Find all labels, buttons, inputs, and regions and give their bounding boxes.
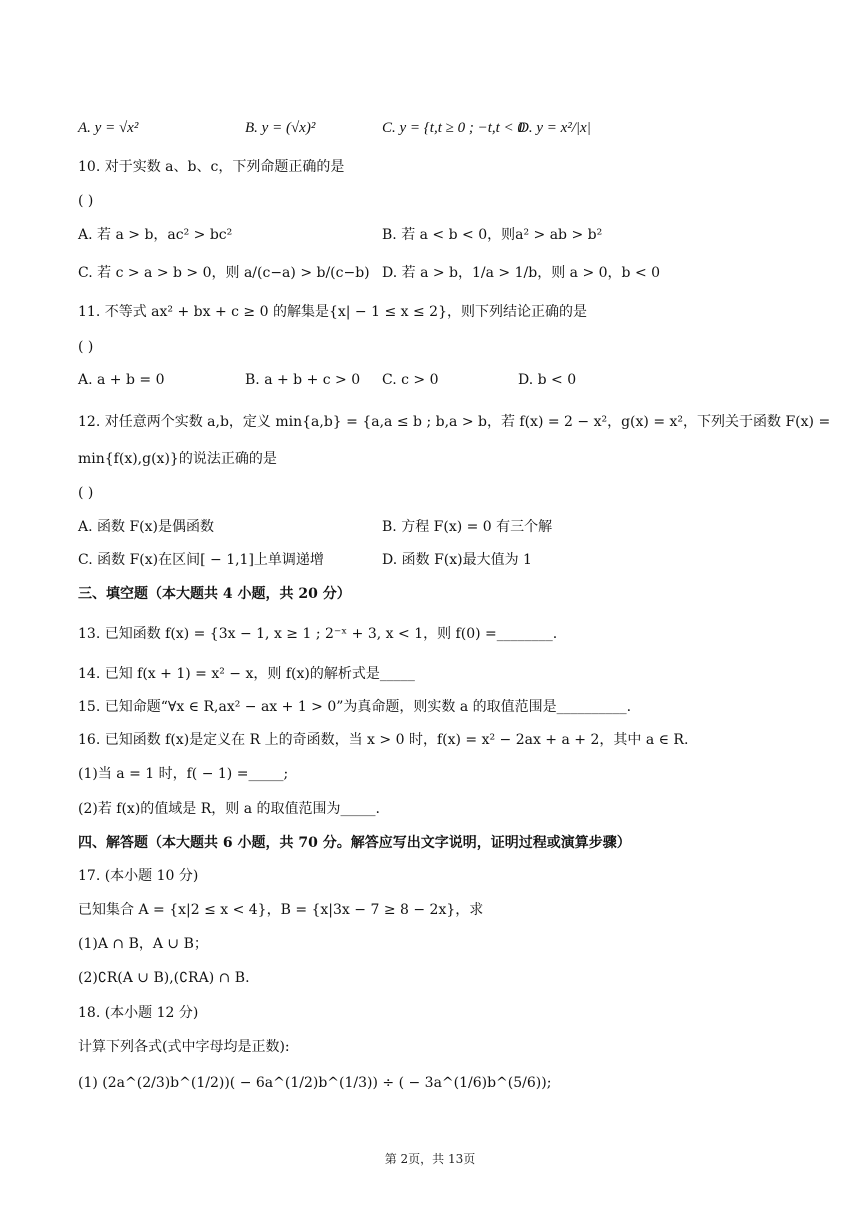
q12-option-a: A. 函数 F(x)是偶函数 [78, 519, 214, 535]
q12-stem-line2: min{f(x),g(x)}的说法正确的是 [78, 451, 277, 467]
q18-head: 18. (本小题 12 分) [78, 1005, 199, 1021]
section-3-heading: 三、填空题（本大题共 4 小题，共 20 分） [78, 586, 351, 602]
q10-paren: ( ) [78, 193, 94, 209]
section-4-heading: 四、解答题（本大题共 6 小题，共 70 分。解答应写出文字说明，证明过程或演算步骤） [78, 835, 631, 851]
q14: 14. 已知 f(x + 1) = x² − x，则 f(x)的解析式是_____ [78, 666, 415, 682]
q10-option-c: C. 若 c > a > b > 0，则 a/(c−a) > b/(c−b) [78, 265, 370, 281]
q10-option-b: B. 若 a < b < 0，则a² > ab > b² [382, 227, 603, 243]
q16-stem: 16. 已知函数 f(x)是定义在 R 上的奇函数，当 x > 0 时，f(x) = x² − 2ax + a + 2，其中 a ∈ R. [78, 732, 689, 748]
q10-option-a: A. 若 a > b，ac² > bc² [78, 227, 233, 243]
q17-stem: 已知集合 A = {x|2 ≤ x < 4}，B = {x|3x − 7 ≥ 8 − 2x}，求 [78, 902, 484, 918]
q16-part1: (1)当 a = 1 时，f( − 1) =_____; [78, 766, 289, 782]
q11-option-d: D. b < 0 [518, 372, 577, 388]
q17-head: 17. (本小题 10 分) [78, 868, 199, 884]
q16-part2: (2)若 f(x)的值域是 R，则 a 的取值范围为_____. [78, 801, 380, 817]
q10-option-d: D. 若 a > b，1/a > 1/b，则 a > 0，b < 0 [382, 265, 661, 281]
q9-option-a: A. y = √x² [78, 120, 139, 136]
q12-paren: ( ) [78, 485, 94, 501]
q13: 13. 已知函数 f(x) = {3x − 1, x ≥ 1 ; 2⁻ˣ + 3, x < 1，则 f(0) =________. [78, 626, 558, 642]
q11-paren: ( ) [78, 339, 94, 355]
q9-option-b: B. y = (√x)² [245, 120, 316, 136]
q12-stem-line1: 12. 对任意两个实数 a,b，定义 min{a,b} = {a,a ≤ b ; b,a > b，若 f(x) = 2 − x²，g(x) = x²，下列关于函数 F(x) = [78, 414, 831, 430]
page-footer: 第 2页，共 13页 [384, 1152, 476, 1166]
q9-option-c: C. y = {t,t ≥ 0 ; −t,t < 0 [382, 120, 525, 136]
q12-option-b: B. 方程 F(x) = 0 有三个解 [382, 519, 553, 535]
q18-stem: 计算下列各式(式中字母均是正数): [78, 1039, 290, 1055]
q11-option-a: A. a + b = 0 [78, 372, 165, 388]
q11-stem: 11. 不等式 ax² + bx + c ≥ 0 的解集是{x| − 1 ≤ x ≤ 2}，则下列结论正确的是 [78, 304, 587, 320]
q17-part2: (2)∁R(A ∪ B),(∁RA) ∩ B. [78, 970, 250, 986]
q12-option-d: D. 函数 F(x)最大值为 1 [382, 552, 532, 568]
q12-option-c: C. 函数 F(x)在区间[ − 1,1]上单调递增 [78, 552, 324, 568]
q11-option-c: C. c > 0 [382, 372, 439, 388]
q10-stem: 10. 对于实数 a、b、c，下列命题正确的是 [78, 159, 345, 175]
q9-option-d: D. y = x²/|x| [518, 120, 591, 136]
q15: 15. 已知命题“∀x ∈ R,ax² − ax + 1 > 0”为真命题，则实数 a 的取值范围是__________. [78, 699, 632, 715]
q17-part1: (1)A ∩ B，A ∪ B； [78, 936, 208, 952]
q11-option-b: B. a + b + c > 0 [245, 372, 361, 388]
q18-part1: (1) (2a^(2/3)b^(1/2))( − 6a^(1/2)b^(1/3)) ÷ ( − 3a^(1/6)b^(5/6)); [78, 1075, 552, 1091]
